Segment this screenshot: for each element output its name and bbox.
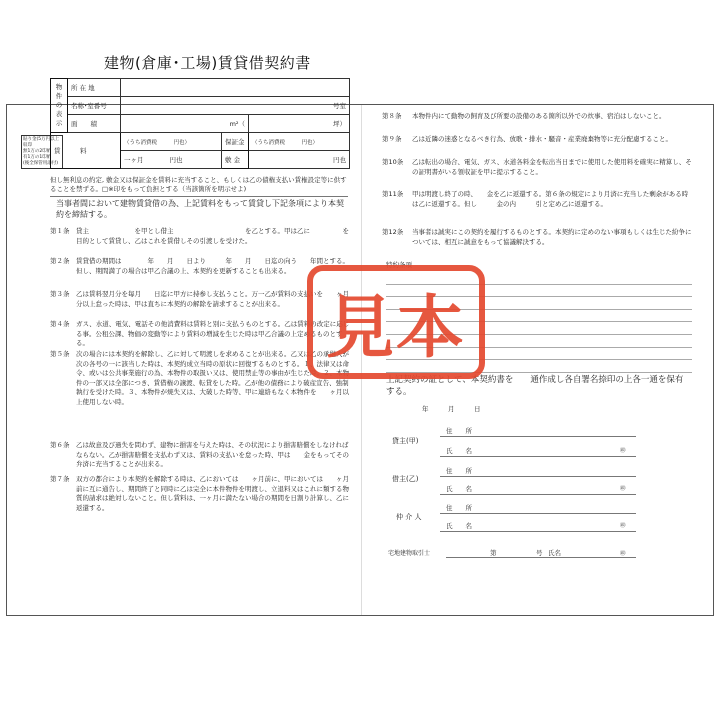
license-no-suffix: 号	[536, 549, 543, 557]
contract-date: 年 月 日	[422, 405, 481, 413]
lessor-name-line[interactable]	[440, 456, 636, 457]
broker-name-line[interactable]	[440, 531, 636, 532]
lessor-name-label: 氏 名	[446, 447, 472, 455]
lessee-name-label: 氏 名	[446, 485, 472, 493]
rent-tax-note: （うち消費税	[124, 139, 158, 146]
article-text: 乙は近隣の迷惑となるべき行為、放歌・排水・騒音・産業廃棄物等に充分配慮すること。	[412, 135, 672, 143]
article-text: 乙は故意及び過失を問わず、建物に損害を与えた時は、その状況により損害賠償をしなければならない。乙が損害賠償を支払わず又は、賃料の支払いを怠った時、甲は 金をもってその弁済に充当することが出来る。	[76, 441, 349, 468]
article-6	[50, 441, 350, 470]
broker-seal: ㊞	[620, 523, 626, 529]
agent-seal: ㊞	[620, 551, 626, 557]
article-number: 第７条	[50, 475, 70, 483]
area-label: 面 積	[68, 115, 121, 133]
sample-watermark-stamp	[307, 265, 485, 379]
article-text: ガス、水道、電気、電話その他消費料は賃料と別に支払うものとする。乙は賃料の改定に応じる事。公租公課、物価の変動等により賃料の増減を生じた時は甲乙合議の上定めるものとする。	[76, 320, 350, 347]
monthly-prefix: 一ヶ月	[124, 156, 144, 164]
article-9	[382, 135, 694, 145]
deposit-tax-note: （うち消費税	[252, 139, 286, 146]
room-unit: 号室	[333, 102, 346, 110]
lessee-address-line[interactable]	[440, 476, 636, 477]
monthly-rent-field[interactable]	[121, 151, 222, 169]
article-text: 甲は明渡し終了の時、 金を乙に返還する。第６条の規定により月済に充当した剰余がある時は乙に返還する。但し 金の内 引と定め乙に返還する。	[412, 190, 689, 208]
lessor-seal: ㊞	[620, 448, 626, 454]
shiki-unit: 円也	[333, 156, 346, 164]
article-5	[50, 350, 350, 407]
article-number: 第11条	[382, 190, 404, 198]
rent-tax-unit: 円也）	[173, 139, 191, 146]
tsubo-unit: 坪）	[333, 120, 346, 128]
article-12	[382, 228, 694, 247]
article-number: 第５条	[50, 350, 70, 358]
article-4	[50, 320, 350, 349]
licensed-agent-label: 宅地建物取引士	[388, 550, 431, 557]
deposit-tax-field[interactable]	[249, 133, 350, 151]
article-10	[382, 158, 694, 177]
article-number: 第４条	[50, 320, 70, 328]
agent-name-label: 氏名	[548, 549, 561, 557]
article-number: 第１条	[50, 227, 70, 235]
lessor-address-label: 住 所	[446, 427, 472, 435]
article-text: 本物件内にて動物の飼育及び所要の設備のある箇所以外での炊事、宿泊はしないこと。	[412, 112, 666, 120]
rent-label: 賃 料	[51, 133, 121, 169]
article-text: 乙は賃料翌月分を毎月 日迄に甲方に持参し支払うこと。万一乙が賃料の支払いを ヶ月分以上怠った時は、甲は直ちに本契約の解除を請求することが出来る。	[76, 290, 349, 308]
article-number: 第２条	[50, 257, 70, 265]
lessee-address-label: 住 所	[446, 467, 472, 475]
stamp-note-line: 無1万の2印紙	[23, 149, 52, 154]
name-room-label: 名称･室番号	[68, 97, 121, 115]
lessee-seal: ㊞	[620, 486, 626, 492]
article-number: 第12条	[382, 228, 404, 236]
tsubo-field[interactable]	[249, 115, 350, 133]
lessor-address-line[interactable]	[440, 436, 636, 437]
lessee-name-line[interactable]	[440, 494, 636, 495]
area-field[interactable]	[121, 115, 249, 133]
witness-text: 上記契約の証として、本契約書を 通作成し各自署名捺印の上各一通を保有する。	[386, 375, 684, 397]
stamp-note-line: 有1万の1印紙	[23, 155, 52, 160]
article-8	[382, 112, 694, 122]
shiki-label: 敷 金	[222, 151, 249, 169]
article-number: 第10条	[382, 158, 404, 166]
sample-watermark-text: 見本	[325, 288, 466, 368]
broker-address-label: 住 所	[446, 504, 472, 512]
article-text: 乙は転出の場合、電気、ガス、水道各料金を転出当日までに使用した使用料を確実に精算し、その証明書がいる領収証を甲に提示すること。	[412, 158, 692, 176]
article-text: 賃貸借の期間は 年 月 日より 年 月 日迄の向う 年間とする。但し、期間満了の場合は甲乙合議の上、本契約を更新することも出来る。	[76, 257, 349, 275]
lessor-label: 貸主(甲)	[392, 437, 419, 445]
special-terms-label: 特約条項	[386, 261, 412, 269]
article-text: 当事者は誠実にこの契約を履行するものとする。本契約に定めのない事項もしくは生じた紛争については、相互に誠意をもって協議解決する。	[412, 228, 692, 246]
area-unit: m²（	[229, 120, 245, 128]
article-number: 第６条	[50, 441, 70, 449]
location-label: 所 在 地	[68, 79, 121, 97]
article-text: 貸主 を甲とし借主 を乙とする。甲は乙に を目的として賃貸し、乙はこれを賃借しその引渡しを受けた。	[76, 227, 349, 245]
monthly-suffix: 円也	[169, 156, 183, 164]
article-7	[50, 475, 350, 513]
article-text: 次の場合には本契約を解除し、乙に対して明渡しを求めることが出来る。乙又は乙の承継人が次の各号の一に該当した時は、本契約成立当時の原状に回復するものとする。１、法律又は命令、或いは公共事業施行の為、本物件の取扱い又は、使用禁止等の事由が生じた時。２、本物件の一部又は全部につき、賃借権の譲渡、転貸をした時。乙が他の債務により破産宣告、強制執行を受けた時。３、本物件が焼失又は、大破した時等、甲に連絡もなく本物件を ヶ月以上使用しない時。	[76, 350, 349, 406]
shiki-field[interactable]	[249, 151, 350, 169]
name-room-field[interactable]	[121, 97, 350, 115]
broker-label: 仲 介 人	[396, 513, 422, 521]
lessee-label: 借主(乙)	[392, 475, 419, 483]
broker-name-label: 氏 名	[446, 522, 472, 530]
document-title: 建物(倉庫･工場)賃貸借契約書	[104, 54, 311, 72]
property-table	[50, 78, 350, 169]
location-field[interactable]	[121, 79, 350, 97]
rent-tax-field[interactable]	[121, 133, 222, 151]
article-11	[382, 190, 694, 209]
article-2	[50, 257, 350, 276]
stamp-note-line: 収印	[23, 143, 32, 148]
deposit-tax-unit: 円也）	[301, 139, 319, 146]
deposit-note: 但し無利息の約定, 敷金又は保証金を賃料に充当すること、もしくは乙の債権支払い賃権設定等に供することを禁ずる。□※印をもって負担とする（当該箇所を明示せよ)	[50, 176, 348, 197]
licensed-agent-line[interactable]	[446, 557, 636, 558]
broker-address-line[interactable]	[440, 513, 636, 514]
article-number: 第３条	[50, 290, 70, 298]
intro-text: 当事者間において建物賃貸借の為、上記賃料をもって賃貸し下記条項により本契約を締結する。	[56, 199, 344, 219]
article-3	[50, 290, 350, 309]
article-number: 第８条	[382, 112, 402, 120]
article-1	[50, 227, 350, 246]
property-group-label: 物件の表示	[51, 79, 68, 133]
article-number: 第９条	[382, 135, 402, 143]
license-no-prefix: 第	[490, 549, 497, 557]
article-text: 双方の都合により本契約を解除する時は、乙においては ヶ月前に、甲においては ヶ月前に互に通告し、期間終了と同時に乙は完全に本件物件を明渡し、立退料又はこれに類する物質的請求は絶対しないこと。但し賃料は、一ヶ月に満たない場合の期間を日割り計算し、乙に返還する。	[76, 475, 349, 512]
stamp-note-line: (後全保管用添付)	[23, 161, 59, 166]
deposit-label: 保証金	[222, 133, 249, 151]
stamp-note-line: 貼り金(5万円以上	[23, 137, 60, 142]
